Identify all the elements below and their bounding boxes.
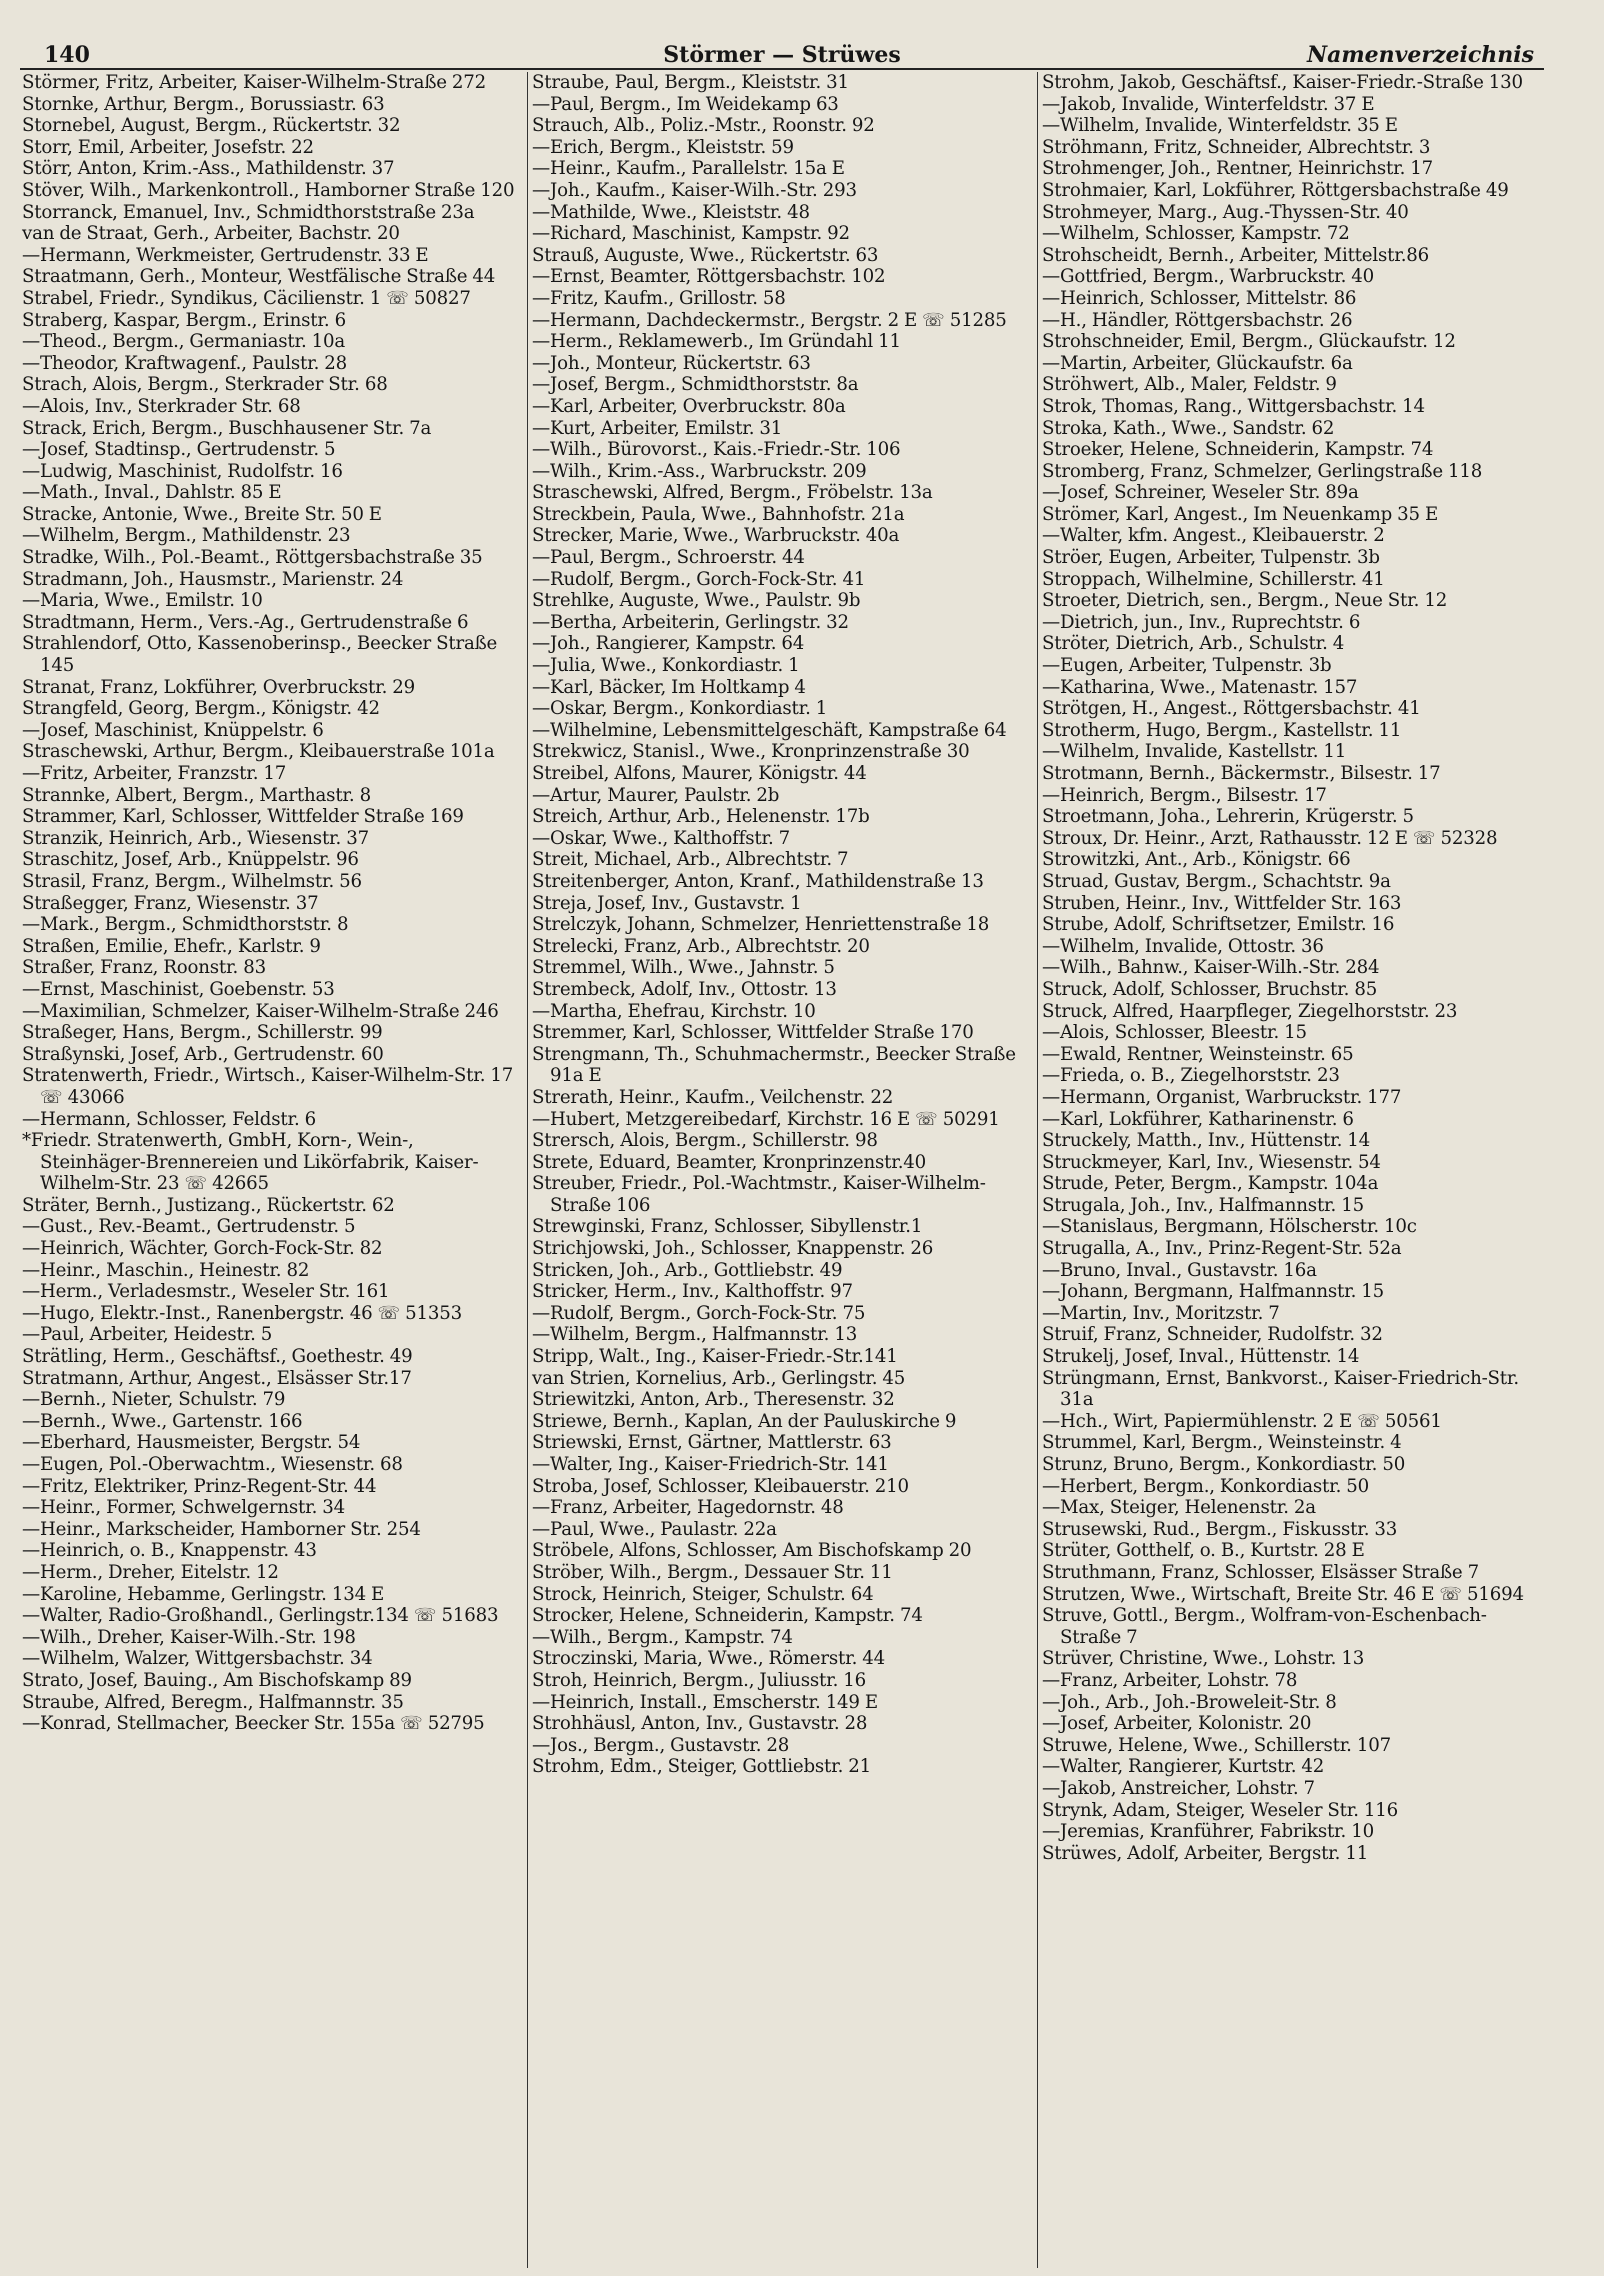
directory-entry: Straube, Alfred, Beregm., Halfmannstr. 35 <box>22 1691 404 1713</box>
directory-entry: —Mark., Bergm., Schmidthorststr. 8 <box>22 914 349 936</box>
directory-entry: Strauß, Auguste, Wwe., Rückertstr. 63 <box>532 244 879 266</box>
directory-entry: —Josef, Arbeiter, Kolonistr. 20 <box>1042 1713 1312 1735</box>
directory-entry: —Karoline, Hebamme, Gerlingstr. 134 E <box>22 1583 385 1605</box>
directory-entry: —Wilh., Bahnw., Kaiser-Wilh.-Str. 284 <box>1042 957 1380 979</box>
directory-entry: —Joh., Monteur, Rückertstr. 63 <box>532 352 811 374</box>
directory-columns <box>18 72 1550 2268</box>
directory-entry: —Fritz, Arbeiter, Franzstr. 17 <box>22 763 287 784</box>
directory-entry: Streibel, Alfons, Maurer, Königstr. 44 <box>532 763 867 784</box>
directory-entry: Strok, Thomas, Rang., Wittgersbachstr. 14 <box>1042 395 1425 417</box>
directory-entry: —Ewald, Rentner, Weinsteinstr. 65 <box>1042 1043 1354 1065</box>
directory-entry: —H., Händler, Röttgersbachstr. 26 <box>1042 309 1353 331</box>
directory-entry: —Maria, Wwe., Emilstr. 10 <box>22 590 263 612</box>
directory-entry: —Paul, Bergm., Im Weidekamp 63 <box>532 93 839 115</box>
directory-entry: Strohmeyer, Marg., Aug.-Thyssen-Str. 40 <box>1042 201 1409 223</box>
directory-entry: Strube, Adolf, Schriftsetzer, Emilstr. 16 <box>1042 914 1395 936</box>
directory-entry: —Wilhelm, Bergm., Halfmannstr. 13 <box>532 1324 858 1346</box>
directory-entry: —Paul, Wwe., Paulastr. 22a <box>532 1518 777 1540</box>
directory-entry: Strohmenger, Joh., Rentner, Heinrichstr. 17 <box>1042 158 1434 180</box>
directory-entry: Stracke, Antonie, Wwe., Breite Str. 50 E <box>22 503 382 525</box>
directory-entry: —Eugen, Pol.-Oberwachtm., Wiesenstr. 68 <box>22 1454 403 1475</box>
directory-entry: Stornebel, August, Bergm., Rückertstr. 32 <box>22 115 401 137</box>
directory-entry: Strahlendorf, Otto, Kassenoberinsp., Beecker Straße 145 <box>22 633 498 677</box>
directory-entry: *Friedr. Stratenwerth, GmbH, Korn-, Wein-, Steinhäger-Brennereien und Likörfabrik, Kaiser-Wilhelm-Str. 23 ☏ 42665 <box>22 1130 479 1195</box>
directory-entry: Strembeck, Adolf, Inv., Ottostr. 13 <box>532 978 837 1000</box>
directory-entry: Stranzik, Heinrich, Arb., Wiesenstr. 37 <box>22 827 369 849</box>
directory-entry: Straschewski, Arthur, Bergm., Kleibauerstraße 101a <box>22 741 495 763</box>
directory-entry: Strynk, Adam, Steiger, Weseler Str. 116 <box>1042 1799 1399 1821</box>
directory-entry: —Wilhelmine, Lebensmittelgeschäft, Kampstraße 64 <box>532 719 1007 741</box>
directory-entry: —Ernst, Beamter, Röttgersbachstr. 102 <box>532 266 886 288</box>
directory-entry: Streitenberger, Anton, Kranf., Mathildenstraße 13 <box>532 870 984 892</box>
directory-entry: Stroeter, Dietrich, sen., Bergm., Neue Str. 12 <box>1042 590 1448 612</box>
directory-entry: Struben, Heinr., Inv., Wittfelder Str. 163 <box>1042 892 1402 914</box>
directory-entry: —Erich, Bergm., Kleiststr. 59 <box>532 136 794 158</box>
directory-entry: Strannke, Albert, Bergm., Marthastr. 8 <box>22 784 371 806</box>
directory-entry: —Heinr., Markscheider, Hamborner Str. 254 <box>22 1518 421 1540</box>
page-number: 140 <box>44 42 90 68</box>
directory-entry: Störmer, Fritz, Arbeiter, Kaiser-Wilhelm-Straße 272 <box>22 72 487 93</box>
directory-entry: Stornke, Arthur, Bergm., Borussiastr. 63 <box>22 93 385 115</box>
directory-entry: —Bernh., Wwe., Gartenstr. 166 <box>22 1410 303 1432</box>
directory-entry: Stroppach, Wilhelmine, Schillerstr. 41 <box>1042 568 1385 590</box>
directory-entry: Strohm, Edm., Steiger, Gottliebstr. 21 <box>532 1756 872 1778</box>
directory-entry: Strohmaier, Karl, Lokführer, Röttgersbachstraße 49 <box>1042 179 1509 201</box>
directory-entry: Stromberg, Franz, Schmelzer, Gerlingstraße 118 <box>1042 460 1483 482</box>
directory-entry: Strüter, Gotthelf, o. B., Kurtstr. 28 E <box>1042 1540 1365 1562</box>
directory-entry: Strohm, Jakob, Geschäftsf., Kaiser-Friedr.-Straße 130 <box>1042 72 1523 93</box>
directory-entry: Ströhwert, Alb., Maler, Feldstr. 9 <box>1042 374 1337 396</box>
directory-entry: Stroux, Dr. Heinr., Arzt, Rathausstr. 12 E ☏ 52328 <box>1042 827 1498 849</box>
directory-entry: Strato, Josef, Bauing., Am Bischofskamp 89 <box>22 1669 412 1691</box>
directory-entry: Struif, Franz, Schneider, Rudolfstr. 32 <box>1042 1324 1383 1346</box>
directory-entry: Strach, Alois, Bergm., Sterkrader Str. 68 <box>22 374 388 396</box>
directory-entry: —Ludwig, Maschinist, Rudolfstr. 16 <box>22 460 343 482</box>
directory-entry: Stroba, Josef, Schlosser, Kleibauerstr. 210 <box>532 1475 909 1497</box>
directory-entry: —Wilh., Bergm., Kampstr. 74 <box>532 1626 793 1648</box>
directory-entry: Strohscheidt, Bernh., Arbeiter, Mittelstr.86 <box>1042 244 1430 266</box>
directory-entry: —Wilh., Krim.-Ass., Warbruckstr. 209 <box>532 460 867 482</box>
directory-entry: Strerath, Heinr., Kaufm., Veilchenstr. 22 <box>532 1086 894 1108</box>
directory-entry: —Walter, Radio-Großhandl., Gerlingstr.134 ☏ 51683 <box>22 1605 499 1627</box>
directory-entry: Strehlke, Auguste, Wwe., Paulstr. 9b <box>532 590 861 612</box>
directory-entry: —Theod., Bergm., Germaniastr. 10a <box>22 331 346 353</box>
section-title: Namenverzeichnis <box>1307 42 1534 68</box>
directory-entry: Strasil, Franz, Bergm., Wilhelmstr. 56 <box>22 870 362 892</box>
directory-entry: —Josef, Schreiner, Weseler Str. 89a <box>1042 482 1359 504</box>
directory-entry: —Heinrich, Install., Emscherstr. 149 E <box>532 1691 878 1713</box>
directory-entry: Strecker, Marie, Wwe., Warbruckstr. 40a <box>532 525 900 547</box>
directory-entry: Streckbein, Paula, Wwe., Bahnhofstr. 21a <box>532 503 905 525</box>
directory-entry: —Martin, Inv., Moritzstr. 7 <box>1042 1302 1280 1324</box>
directory-entry: Stroh, Heinrich, Bergm., Juliusstr. 16 <box>532 1669 866 1691</box>
directory-entry: Strömer, Karl, Angest., Im Neuenkamp 35 E <box>1042 503 1439 525</box>
directory-entry: Strewginski, Franz, Schlosser, Sibyllenstr.1 <box>532 1216 923 1238</box>
directory-entry: Strack, Erich, Bergm., Buschhausener Str. 7a <box>22 417 432 439</box>
directory-entry: Straßynski, Josef, Arb., Gertrudenstr. 60 <box>22 1043 384 1065</box>
directory-entry: —Wilhelm, Walzer, Wittgersbachstr. 34 <box>22 1648 373 1670</box>
directory-entry: —Wilh., Bürovorst., Kais.-Friedr.-Str. 106 <box>532 439 901 461</box>
directory-entry: Strammer, Karl, Schlosser, Wittfelder Straße 169 <box>22 806 464 828</box>
directory-entry: Straschewski, Alfred, Bergm., Fröbelstr. 13a <box>532 482 933 504</box>
directory-column-2 <box>528 72 1038 2268</box>
directory-entry: Stratenwerth, Friedr., Wirtsch., Kaiser-Wilhelm-Str. 17 ☏ 43066 <box>22 1065 514 1108</box>
directory-entry: Strohhäusl, Anton, Inv., Gustavstr. 28 <box>532 1713 868 1735</box>
directory-entry: Ströber, Wilh., Bergm., Dessauer Str. 11 <box>532 1561 893 1583</box>
directory-entry: —Wilhelm, Invalide, Winterfeldstr. 35 E <box>1042 115 1398 137</box>
directory-entry: Strötgen, H., Angest., Röttgersbachstr. 41 <box>1042 698 1421 720</box>
directory-entry: —Wilhelm, Invalide, Kastellstr. 11 <box>1042 741 1347 763</box>
directory-entry: van Strien, Kornelius, Arb., Gerlingstr. 45 <box>532 1367 906 1389</box>
directory-entry: —Fritz, Elektriker, Prinz-Regent-Str. 44 <box>22 1475 377 1497</box>
directory-entry: van de Straat, Gerh., Arbeiter, Bachstr. 20 <box>22 223 400 245</box>
directory-entry: Strabel, Friedr., Syndikus, Cäcilienstr. 1 ☏ 50827 <box>22 287 471 309</box>
directory-entry: Strüngmann, Ernst, Bankvorst., Kaiser-Friedrich-Str. 31a <box>1042 1367 1519 1411</box>
directory-entry: —Hubert, Metzgereibedarf, Kirchstr. 16 E ☏ 50291 <box>532 1108 1000 1130</box>
directory-entry: Stradmann, Joh., Hausmstr., Marienstr. 24 <box>22 568 404 590</box>
directory-entry: Strukelj, Josef, Inval., Hüttenstr. 14 <box>1042 1346 1360 1368</box>
directory-entry: Strengmann, Th., Schuhmachermstr., Beecker Straße 91a E <box>532 1043 1016 1087</box>
directory-entry: —Heinrich, o. B., Knappenstr. 43 <box>22 1540 317 1562</box>
directory-entry: Stöver, Wilh., Markenkontroll., Hamborner Straße 120 <box>22 179 515 201</box>
directory-entry: Stroczinski, Maria, Wwe., Römerstr. 44 <box>532 1648 885 1670</box>
directory-entry: Ströter, Dietrich, Arb., Schulstr. 4 <box>1042 633 1345 655</box>
directory-entry: —Max, Steiger, Helenenstr. 2a <box>1042 1497 1316 1519</box>
directory-entry: Straßegger, Franz, Wiesenstr. 37 <box>22 892 319 914</box>
directory-entry: Stripp, Walt., Ing., Kaiser-Friedr.-Str.141 <box>532 1346 898 1368</box>
directory-entry: —Karl, Bäcker, Im Holtkamp 4 <box>532 676 806 698</box>
directory-entry: Storranck, Emanuel, Inv., Schmidthorststraße 23a <box>22 201 475 223</box>
directory-entry: —Joh., Rangierer, Kampstr. 64 <box>532 633 805 655</box>
directory-entry: —Bruno, Inval., Gustavstr. 16a <box>1042 1259 1317 1281</box>
directory-entry: —Heinr., Maschin., Heinestr. 82 <box>22 1259 310 1281</box>
page-title: Störmer — Strüwes <box>663 42 901 68</box>
directory-entry: —Heinr., Kaufm., Parallelstr. 15a E <box>532 158 845 180</box>
directory-entry: Strowitzki, Ant., Arb., Königstr. 66 <box>1042 849 1351 871</box>
directory-entry: —Herm., Dreher, Eitelstr. 12 <box>22 1561 279 1583</box>
directory-entry: —Heinrich, Bergm., Bilsestr. 17 <box>1042 784 1327 806</box>
directory-entry: Streja, Josef, Inv., Gustavstr. 1 <box>532 892 802 914</box>
directory-entry: Stranat, Franz, Lokführer, Overbruckstr. 29 <box>22 676 416 698</box>
directory-entry: —Eberhard, Hausmeister, Bergstr. 54 <box>22 1432 361 1454</box>
directory-entry: Stroeker, Helene, Schneiderin, Kampstr. 74 <box>1042 439 1434 461</box>
directory-entry: —Gottfried, Bergm., Warbruckstr. 40 <box>1042 266 1374 288</box>
directory-entry: —Hugo, Elektr.-Inst., Ranenbergstr. 46 ☏ 51353 <box>22 1302 463 1324</box>
directory-entry: Strusewski, Rud., Bergm., Fiskusstr. 33 <box>1042 1518 1398 1540</box>
directory-entry: —Bernh., Nieter, Schulstr. 79 <box>22 1389 286 1411</box>
directory-entry: —Heinrich, Wächter, Gorch-Fock-Str. 82 <box>22 1238 383 1260</box>
directory-entry: —Herbert, Bergm., Konkordiastr. 50 <box>1042 1475 1370 1497</box>
directory-entry: —Heinrich, Schlosser, Mittelstr. 86 <box>1042 287 1357 309</box>
directory-entry: Struwe, Helene, Wwe., Schillerstr. 107 <box>1042 1734 1391 1756</box>
directory-entry: Streich, Arthur, Arb., Helenenstr. 17b <box>532 806 870 828</box>
directory-entry: —Alois, Inv., Sterkrader Str. 68 <box>22 395 301 417</box>
directory-entry: Struck, Adolf, Schlosser, Bruchstr. 85 <box>1042 978 1378 1000</box>
directory-entry: —Martha, Ehefrau, Kirchstr. 10 <box>532 1000 816 1022</box>
directory-entry: Struthmann, Franz, Schlosser, Elsässer Straße 7 <box>1042 1561 1479 1583</box>
directory-entry: —Richard, Maschinist, Kampstr. 92 <box>532 223 850 245</box>
directory-entry: —Maximilian, Schmelzer, Kaiser-Wilhelm-Straße 246 <box>22 1000 499 1022</box>
directory-entry: —Walter, Ing., Kaiser-Friedrich-Str. 141 <box>532 1454 889 1475</box>
directory-entry: —Rudolf, Bergm., Gorch-Fock-Str. 41 <box>532 568 866 590</box>
directory-entry: Stradtmann, Herm., Vers.-Ag., Gertrudenstraße 6 <box>22 611 469 633</box>
directory-entry: —Walter, kfm. Angest., Kleibauerstr. 2 <box>1042 525 1385 547</box>
directory-entry: —Josef, Stadtinsp., Gertrudenstr. 5 <box>22 439 336 461</box>
directory-entry: —Eugen, Arbeiter, Tulpenstr. 3b <box>1042 655 1332 677</box>
directory-entry: —Hch., Wirt, Papiermühlenstr. 2 E ☏ 50561 <box>1042 1410 1442 1432</box>
directory-entry: —Rudolf, Bergm., Gorch-Fock-Str. 75 <box>532 1302 866 1324</box>
directory-entry: Strelecki, Franz, Arb., Albrechtstr. 20 <box>532 935 870 957</box>
directory-entry: Ströbele, Alfons, Schlosser, Am Bischofskamp 20 <box>532 1540 972 1562</box>
directory-entry: —Oskar, Wwe., Kalthoffstr. 7 <box>532 827 790 849</box>
directory-entry: Striewitzki, Anton, Arb., Theresenstr. 32 <box>532 1389 895 1411</box>
directory-column-1 <box>18 72 528 2268</box>
directory-entry: —Alois, Schlosser, Bleestr. 15 <box>1042 1022 1307 1044</box>
directory-entry: —Karl, Arbeiter, Overbruckstr. 80a <box>532 395 846 417</box>
directory-entry: —Joh., Kaufm., Kaiser-Wilh.-Str. 293 <box>532 179 857 201</box>
directory-entry: Struck, Alfred, Haarpfleger, Ziegelhorststr. 23 <box>1042 1000 1458 1022</box>
directory-entry: —Oskar, Bergm., Konkordiastr. 1 <box>532 698 828 720</box>
directory-entry: Striewe, Bernh., Kaplan, An der Pauluskirche 9 <box>532 1410 957 1432</box>
directory-entry: —Konrad, Stellmacher, Beecker Str. 155a ☏ 52795 <box>22 1713 485 1735</box>
directory-entry: Strersch, Alois, Bergm., Schillerstr. 98 <box>532 1130 878 1152</box>
directory-entry: —Hermann, Organist, Warbruckstr. 177 <box>1042 1086 1402 1108</box>
directory-entry: —Paul, Arbeiter, Heidestr. 5 <box>22 1324 273 1346</box>
directory-entry: —Wilh., Dreher, Kaiser-Wilh.-Str. 198 <box>22 1626 356 1648</box>
directory-entry: —Franz, Arbeiter, Lohstr. 78 <box>1042 1669 1298 1691</box>
directory-entry: Struckely, Matth., Inv., Hüttenstr. 14 <box>1042 1130 1370 1152</box>
directory-entry: —Bertha, Arbeiterin, Gerlingstr. 32 <box>532 611 849 633</box>
directory-entry: Sträter, Bernh., Justizang., Rückertstr. 62 <box>22 1194 395 1216</box>
directory-entry: —Johann, Bergmann, Halfmannstr. 15 <box>1042 1281 1385 1303</box>
directory-entry: Straschitz, Josef, Arb., Knüppelstr. 96 <box>22 849 359 871</box>
directory-entry: Storr, Emil, Arbeiter, Josefstr. 22 <box>22 136 314 158</box>
directory-column-3 <box>1038 72 1548 2268</box>
directory-entry: Ströer, Eugen, Arbeiter, Tulpenstr. 3b <box>1042 547 1380 569</box>
directory-entry: Strekwicz, Stanisl., Wwe., Kronprinzenstraße 30 <box>532 741 970 763</box>
directory-entry: Struad, Gustav, Bergm., Schachtstr. 9a <box>1042 870 1391 892</box>
directory-entry: Straßeger, Hans, Bergm., Schillerstr. 99 <box>22 1022 383 1044</box>
directory-entry: Strüwes, Adolf, Arbeiter, Bergstr. 11 <box>1042 1842 1369 1864</box>
directory-entry: Strete, Eduard, Beamter, Kronprinzenstr.40 <box>532 1151 927 1173</box>
directory-entry: Streit, Michael, Arb., Albrechtstr. 7 <box>532 849 849 871</box>
directory-entry: —Hermann, Werkmeister, Gertrudenstr. 33 E <box>22 244 429 266</box>
directory-entry: —Kurt, Arbeiter, Emilstr. 31 <box>532 417 783 439</box>
directory-entry: Strelczyk, Johann, Schmelzer, Henriettenstraße 18 <box>532 914 990 936</box>
page-header <box>20 42 1544 70</box>
directory-entry: —Herm., Reklamewerb., Im Gründahl 11 <box>532 331 901 353</box>
directory-entry: —Paul, Bergm., Schroerstr. 44 <box>532 547 805 569</box>
directory-entry: Straßen, Emilie, Ehefr., Karlstr. 9 <box>22 935 321 957</box>
directory-entry: —Herm., Verladesmstr., Weseler Str. 161 <box>22 1281 390 1303</box>
directory-entry: —Walter, Rangierer, Kurtstr. 42 <box>1042 1756 1325 1778</box>
directory-entry: Strocker, Helene, Schneiderin, Kampstr. 74 <box>532 1605 923 1627</box>
directory-entry: —Jeremias, Kranführer, Fabrikstr. 10 <box>1042 1821 1374 1843</box>
directory-entry: Strotmann, Bernh., Bäckermstr., Bilsestr. 17 <box>1042 763 1441 784</box>
directory-entry: Straatmann, Gerh., Monteur, Westfälische Straße 44 <box>22 266 496 288</box>
directory-entry: Strock, Heinrich, Steiger, Schulstr. 64 <box>532 1583 874 1605</box>
directory-entry: Struckmeyer, Karl, Inv., Wiesenstr. 54 <box>1042 1151 1381 1173</box>
directory-entry: Stremmer, Karl, Schlosser, Wittfelder Straße 170 <box>532 1022 974 1044</box>
directory-entry: —Gust., Rev.-Beamt., Gertrudenstr. 5 <box>22 1216 356 1238</box>
directory-entry: —Karl, Lokführer, Katharinenstr. 6 <box>1042 1108 1354 1130</box>
directory-entry: Strummel, Karl, Bergm., Weinsteinstr. 4 <box>1042 1432 1402 1454</box>
directory-entry: Straßer, Franz, Roonstr. 83 <box>22 957 266 979</box>
directory-entry: —Jakob, Anstreicher, Lohstr. 7 <box>1042 1777 1315 1799</box>
directory-entry: Ströhmann, Fritz, Schneider, Albrechtstr. 3 <box>1042 136 1431 158</box>
directory-entry: —Martin, Arbeiter, Glückaufstr. 6a <box>1042 352 1353 374</box>
directory-entry: Stricken, Joh., Arb., Gottliebstr. 49 <box>532 1259 843 1281</box>
directory-entry: Strugalla, A., Inv., Prinz-Regent-Str. 52a <box>1042 1238 1402 1260</box>
directory-entry: Strichjowski, Joh., Schlosser, Knappenstr. 26 <box>532 1238 934 1260</box>
directory-entry: —Dietrich, jun., Inv., Ruprechtstr. 6 <box>1042 611 1361 633</box>
directory-entry: —Theodor, Kraftwagenf., Paulstr. 28 <box>22 352 348 374</box>
directory-entry: Struve, Gottl., Bergm., Wolfram-von-Eschenbach-Straße 7 <box>1042 1605 1487 1648</box>
directory-entry: Strüver, Christine, Wwe., Lohstr. 13 <box>1042 1648 1365 1670</box>
directory-entry: Stroka, Kath., Wwe., Sandstr. 62 <box>1042 417 1335 439</box>
directory-entry: Stricker, Herm., Inv., Kalthoffstr. 97 <box>532 1281 853 1303</box>
directory-entry: Striewski, Ernst, Gärtner, Mattlerstr. 63 <box>532 1432 892 1454</box>
directory-entry: —Josef, Maschinist, Knüppelstr. 6 <box>22 719 324 741</box>
directory-entry: Stremmel, Wilh., Wwe., Jahnstr. 5 <box>532 957 835 979</box>
directory-entry: —Hermann, Dachdeckermstr., Bergstr. 2 E ☏ 51285 <box>532 309 1007 331</box>
directory-entry: —Joh., Arb., Joh.-Broweleit-Str. 8 <box>1042 1691 1337 1713</box>
directory-entry: —Franz, Arbeiter, Hagedornstr. 48 <box>532 1497 844 1519</box>
directory-entry: Strotherm, Hugo, Bergm., Kastellstr. 11 <box>1042 719 1402 741</box>
directory-entry: Stradke, Wilh., Pol.-Beamt., Röttgersbachstraße 35 <box>22 547 483 569</box>
directory-entry: Strude, Peter, Bergm., Kampstr. 104a <box>1042 1173 1379 1195</box>
directory-entry: Strätling, Herm., Geschäftsf., Goethestr. 49 <box>22 1346 413 1368</box>
directory-entry: Stroetmann, Joha., Lehrerin, Krügerstr. 5 <box>1042 806 1414 828</box>
directory-entry: Strutzen, Wwe., Wirtschaft, Breite Str. 46 E ☏ 51694 <box>1042 1583 1524 1605</box>
directory-entry: Strohschneider, Emil, Bergm., Glückaufstr. 12 <box>1042 331 1456 353</box>
directory-entry: Strangfeld, Georg, Bergm., Königstr. 42 <box>22 698 380 720</box>
directory-entry: Strauch, Alb., Poliz.-Mstr., Roonstr. 92 <box>532 115 875 137</box>
directory-entry: —Hermann, Schlosser, Feldstr. 6 <box>22 1108 317 1130</box>
directory-entry: —Katharina, Wwe., Matenastr. 157 <box>1042 676 1358 698</box>
directory-entry: Strunz, Bruno, Bergm., Konkordiastr. 50 <box>1042 1454 1406 1475</box>
directory-entry: —Ernst, Maschinist, Goebenstr. 53 <box>22 978 335 1000</box>
directory-entry: —Josef, Bergm., Schmidthorststr. 8a <box>532 374 859 396</box>
directory-entry: —Wilhelm, Schlosser, Kampstr. 72 <box>1042 223 1350 245</box>
directory-entry: —Jos., Bergm., Gustavstr. 28 <box>532 1734 790 1756</box>
directory-entry: —Artur, Maurer, Paulstr. 2b <box>532 784 780 806</box>
directory-entry: —Fritz, Kaufm., Grillostr. 58 <box>532 287 786 309</box>
directory-entry: —Wilhelm, Invalide, Ottostr. 36 <box>1042 935 1324 957</box>
directory-entry: Streuber, Friedr., Pol.-Wachtmstr., Kaiser-Wilhelm-Straße 106 <box>532 1173 986 1216</box>
directory-entry: —Math., Inval., Dahlstr. 85 E <box>22 482 282 504</box>
directory-entry: Straberg, Kaspar, Bergm., Erinstr. 6 <box>22 309 346 331</box>
directory-entry: Störr, Anton, Krim.-Ass., Mathildenstr. 37 <box>22 158 395 180</box>
directory-entry: Strugala, Joh., Inv., Halfmannstr. 15 <box>1042 1194 1364 1216</box>
directory-entry: Straube, Paul, Bergm., Kleiststr. 31 <box>532 72 849 93</box>
directory-entry: —Frieda, o. B., Ziegelhorststr. 23 <box>1042 1065 1340 1087</box>
directory-entry: —Heinr., Former, Schwelgernstr. 34 <box>22 1497 345 1519</box>
directory-entry: —Jakob, Invalide, Winterfeldstr. 37 E <box>1042 93 1375 115</box>
directory-entry: —Wilhelm, Bergm., Mathildenstr. 23 <box>22 525 351 547</box>
directory-entry: —Julia, Wwe., Konkordiastr. 1 <box>532 655 800 677</box>
directory-entry: —Stanislaus, Bergmann, Hölscherstr. 10c <box>1042 1216 1417 1238</box>
directory-entry: Stratmann, Arthur, Angest., Elsässer Str.17 <box>22 1367 412 1389</box>
directory-entry: —Mathilde, Wwe., Kleiststr. 48 <box>532 201 810 223</box>
